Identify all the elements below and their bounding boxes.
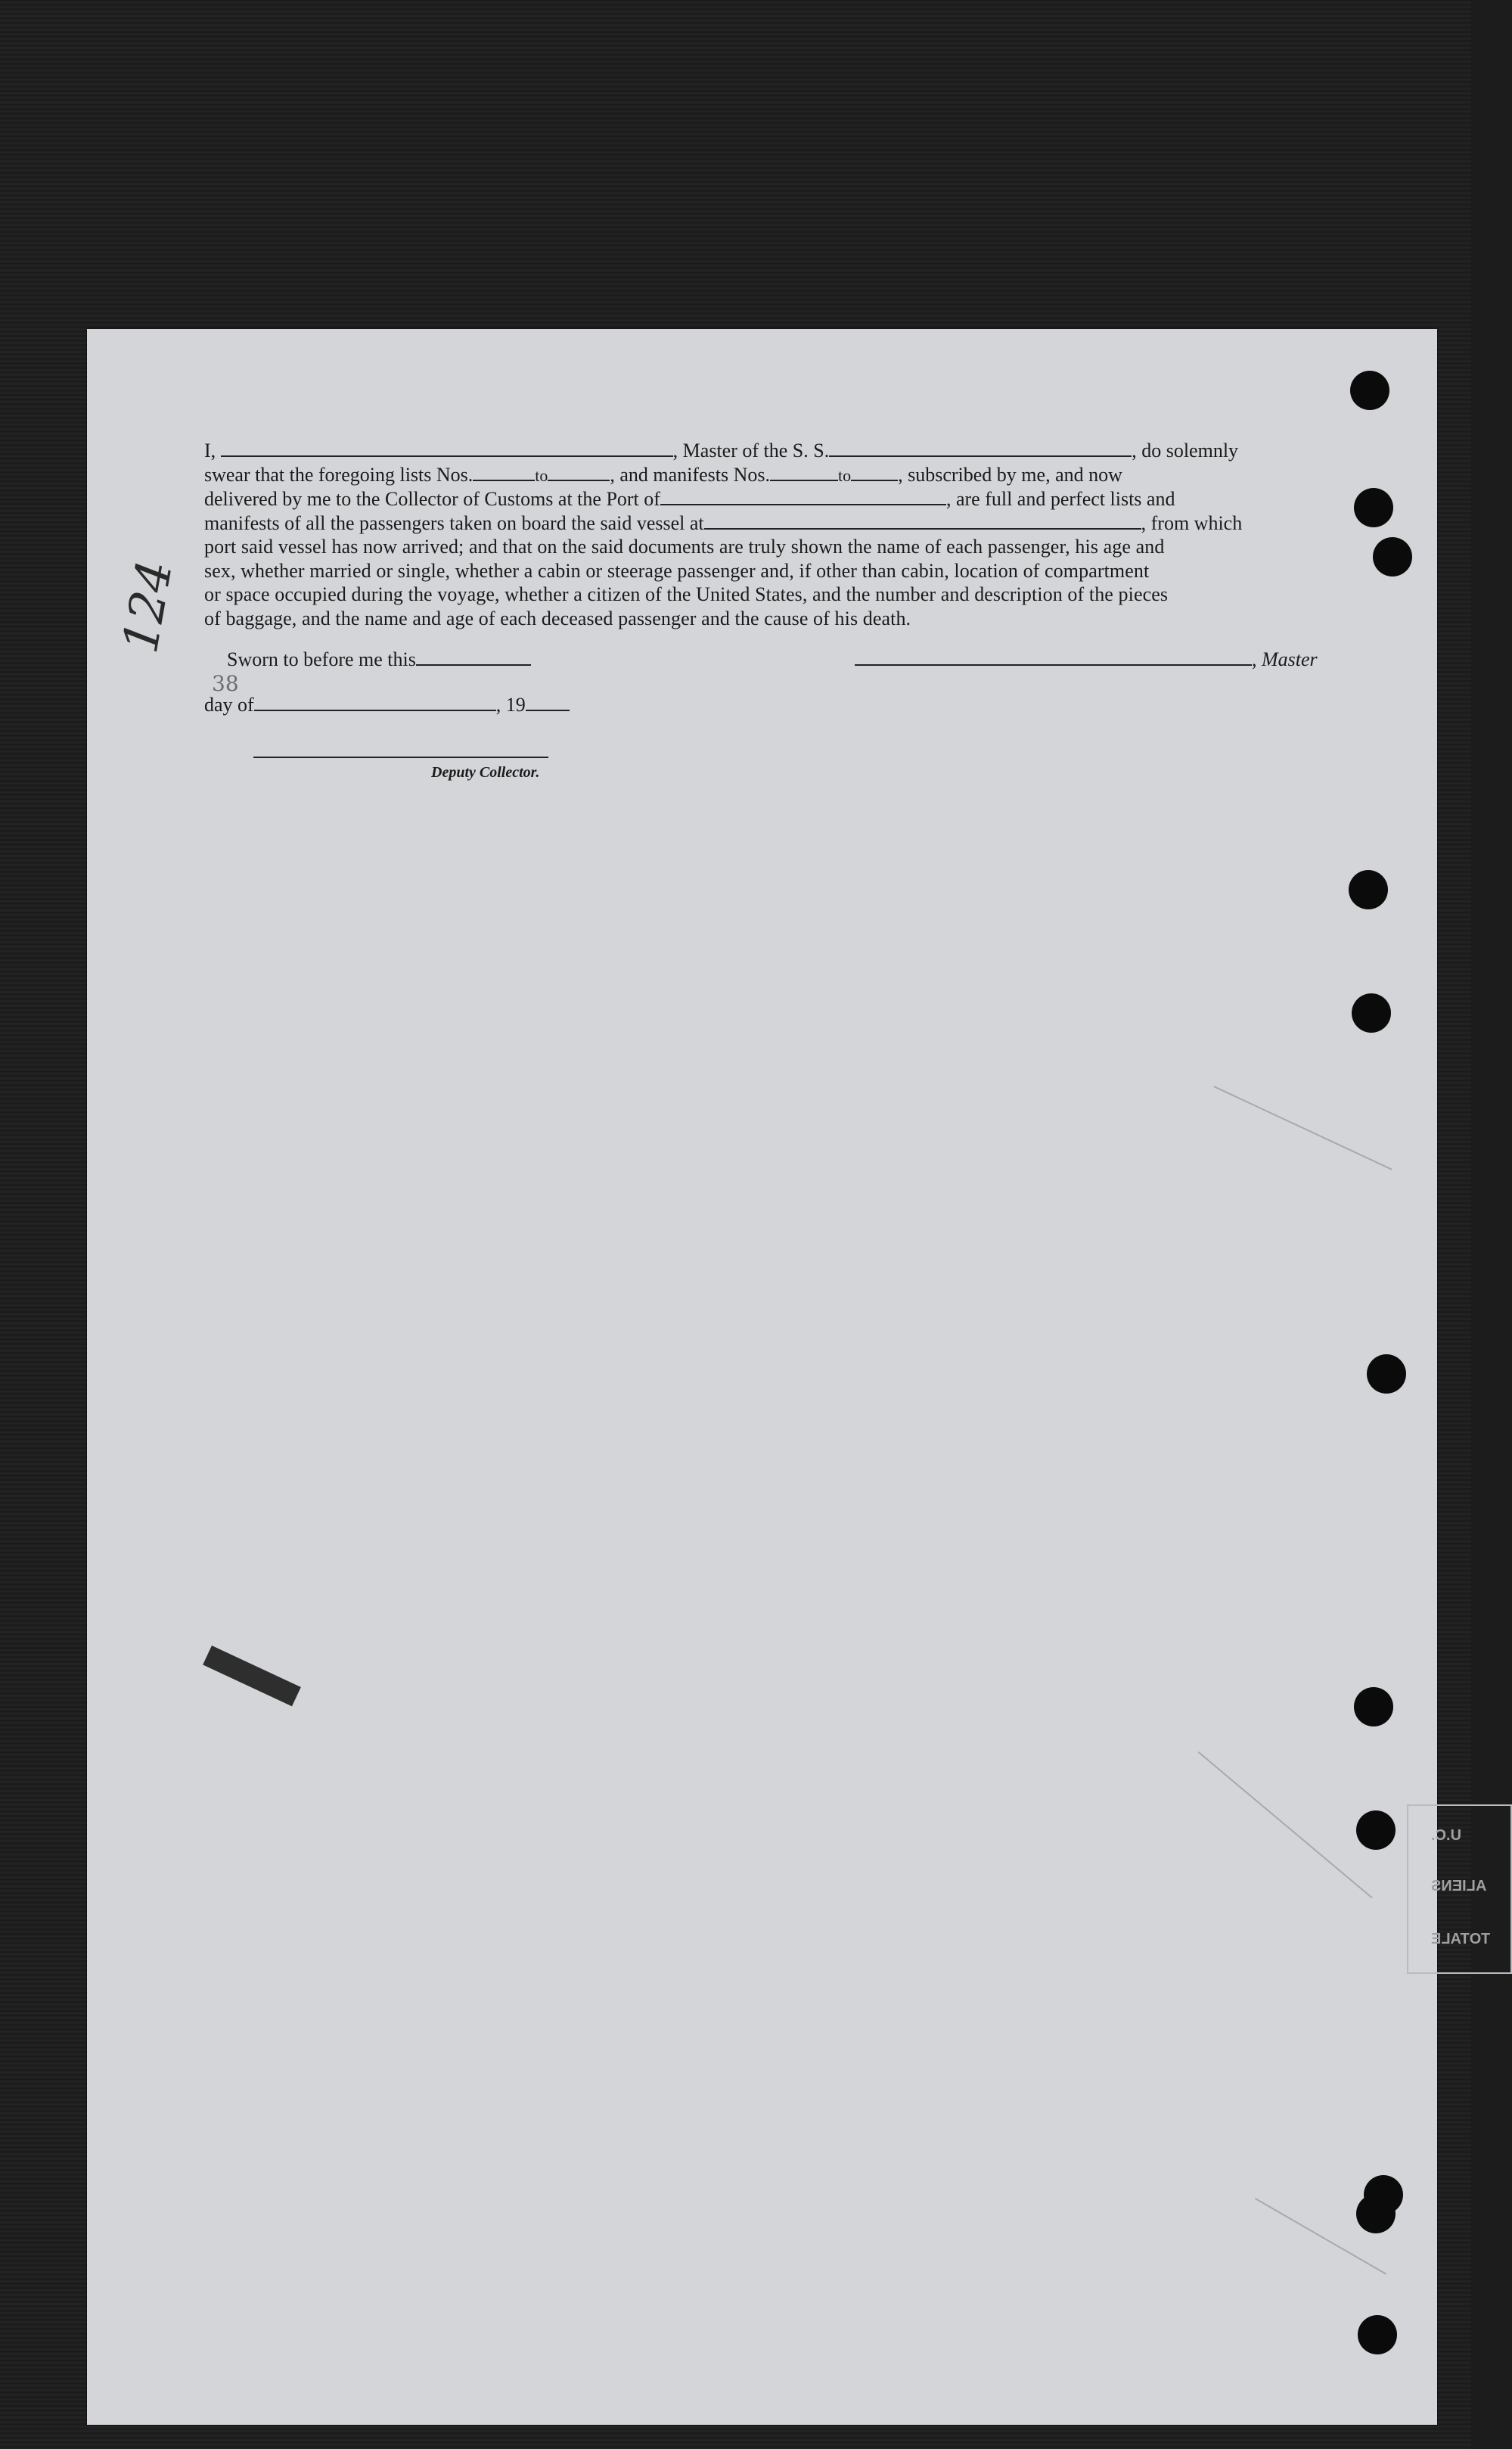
sworn-label: Sworn to before me this <box>227 648 416 670</box>
oath-line-7: or space occupied during the voyage, whether a citizen of the United States, and the number and description of the pieces <box>204 583 1169 605</box>
faded-stamp <box>1407 1804 1512 1974</box>
year-prefix: , 19 <box>495 694 526 716</box>
oath-line-3 <box>204 487 1316 511</box>
full-perfect-label: , are full and perfect lists and <box>945 488 1175 510</box>
punch-hole <box>1356 2194 1396 2233</box>
vessel-at-blank <box>704 513 1141 530</box>
oath-line-8: of baggage, and the name and age of each deceased passenger and the cause of his death. <box>204 607 911 629</box>
vessel-at-label: manifests of all the passengers taken on board the said vessel at <box>204 511 704 534</box>
from-which-label: , from which <box>1141 511 1243 534</box>
manifests-from-blank <box>770 465 838 481</box>
manifests-nos-label: , and manifests Nos. <box>610 463 770 486</box>
do-solemnly-label: , do solemnly <box>1132 440 1239 462</box>
deputy-signature-rule <box>253 757 548 758</box>
port-of-blank <box>660 489 946 505</box>
oath-line-1 <box>204 439 1316 463</box>
pencil-small-mark: 38 <box>212 671 239 696</box>
oath-i: I, <box>204 440 216 462</box>
master-name-blank <box>221 440 673 457</box>
lists-from-blank <box>473 465 535 481</box>
day-of-label: day of <box>204 694 254 716</box>
punch-hole <box>1349 870 1388 909</box>
deputy-collector-label: Deputy Collector. <box>431 764 540 781</box>
master-of-ss-label: , Master of the S. S. <box>672 440 830 462</box>
master-oath-paragraph <box>204 439 1316 630</box>
stamp-line-1: U.C. <box>1431 1827 1461 1844</box>
punch-hole <box>1350 371 1389 410</box>
manifests-to-blank <box>851 465 898 481</box>
sworn-before-line <box>227 648 531 671</box>
punch-hole <box>1358 2315 1397 2354</box>
sworn-day-blank <box>416 649 531 666</box>
oath-line-5: port said vessel has now arrived; and that on the said documents are truly shown the name of each passenger, his age and <box>204 536 1165 558</box>
master-signature-line: , Master <box>855 648 1318 671</box>
scan-scratch <box>1213 1086 1392 1170</box>
lists-nos-label: swear that the foregoing lists Nos. <box>204 463 473 486</box>
stamp-line-2: ALIENS <box>1431 1878 1487 1894</box>
to-label-1: to <box>535 465 548 485</box>
punch-hole <box>1354 488 1393 527</box>
ship-name-blank <box>829 440 1132 457</box>
master-label: Master <box>1262 648 1318 670</box>
scan-scratch <box>1198 1751 1373 1898</box>
punch-hole <box>1356 1810 1396 1850</box>
day-of-line <box>204 694 570 716</box>
to-label-2: to <box>837 465 852 485</box>
punch-hole <box>1373 537 1412 577</box>
pencil-side-mark: 124 <box>113 556 185 657</box>
port-of-label: delivered by me to the Collector of Customs at the Port of <box>204 488 660 510</box>
year-blank <box>526 695 570 711</box>
ink-smudge <box>203 1646 301 1706</box>
master-signature-blank <box>855 649 1252 666</box>
punch-hole <box>1352 993 1391 1033</box>
punch-hole <box>1367 1354 1406 1394</box>
oath-line-2 <box>204 463 1316 488</box>
oath-line-6: sex, whether married or single, whether a cabin or steerage passenger and, if other than cabin, location of compartment <box>204 559 1150 582</box>
lists-to-blank <box>548 465 610 481</box>
subscribed-label: , subscribed by me, and now <box>898 463 1122 486</box>
day-of-blank <box>254 695 496 711</box>
document-page <box>87 329 1491 2425</box>
stamp-line-3: TOTALE <box>1431 1931 1491 1947</box>
oath-line-4 <box>204 511 1316 536</box>
punch-hole <box>1354 1687 1393 1726</box>
